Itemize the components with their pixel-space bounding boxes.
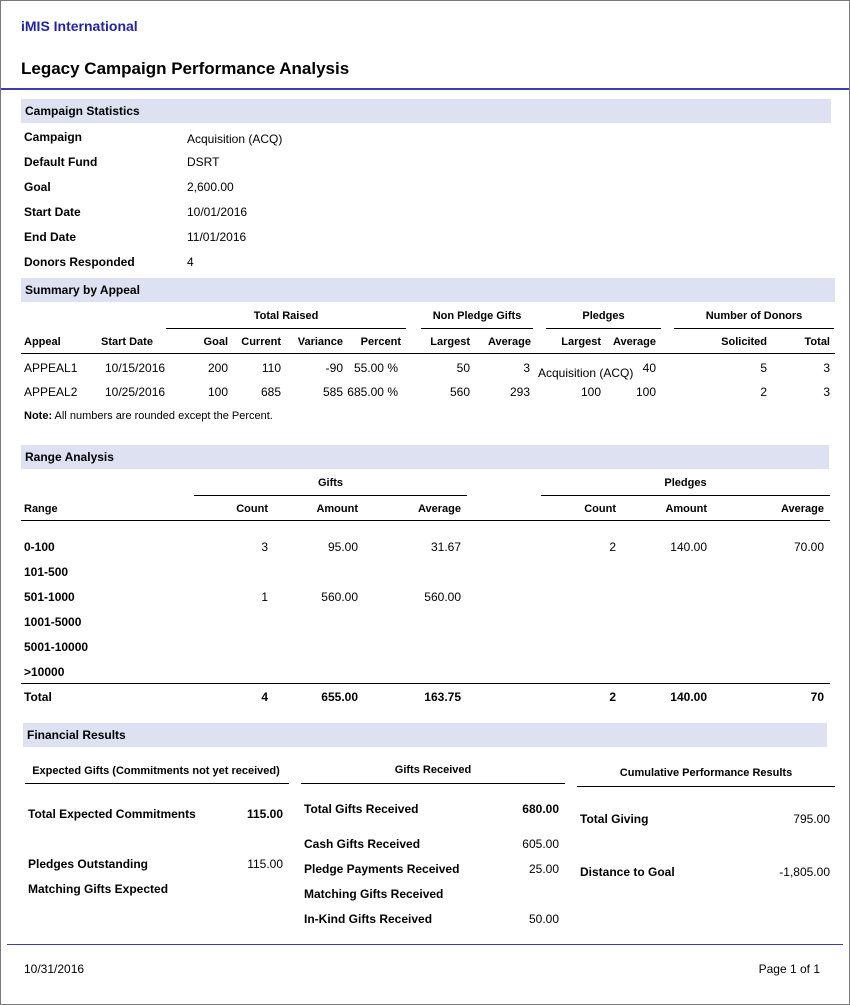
- campaign-label: Campaign: [24, 130, 83, 144]
- pledges-group: Pledges: [582, 310, 625, 322]
- col-current: Current: [241, 336, 281, 348]
- appeal2-current: 685: [260, 385, 281, 399]
- appeal1-np-largest: 50: [456, 361, 470, 375]
- matching-received-label: Matching Gifts Received: [304, 887, 444, 901]
- appeal1-total: 3: [823, 361, 830, 375]
- gifts-received-title: Gifts Received: [394, 764, 472, 776]
- summary-header-rule: [21, 353, 835, 354]
- col-pledges-amount: Amount: [665, 503, 707, 515]
- col-solicited: Solicited: [721, 336, 767, 348]
- range-row-0-label: 0-100: [24, 540, 55, 554]
- non-pledge-gifts-group: Non Pledge Gifts: [432, 310, 522, 322]
- appeal2-percent: 685.00 %: [347, 385, 398, 399]
- goal-value: 2,600.00: [187, 180, 234, 194]
- col-percent: Percent: [360, 336, 401, 348]
- appeal1-solicited: 5: [760, 361, 767, 375]
- range-total-p-count: 2: [609, 690, 616, 704]
- appeal2-goal: 100: [207, 385, 228, 399]
- end-date-value: 11/01/2016: [187, 230, 247, 244]
- appeal2-p-average: 100: [635, 385, 656, 399]
- appeal2-start: 10/25/2016: [105, 385, 166, 399]
- col-gifts-count: Count: [236, 503, 268, 515]
- col-goal: Goal: [203, 336, 228, 348]
- campaign-value: Acquisition (ACQ): [187, 132, 283, 146]
- report-title: Legacy Campaign Performance Analysis: [21, 59, 350, 78]
- matching-expected-label: Matching Gifts Expected: [28, 882, 169, 896]
- cumulative-title: Cumulative Performance Results: [619, 767, 793, 779]
- range-row-4-label: 5001-10000: [24, 640, 89, 654]
- total-giving-label: Total Giving: [580, 812, 649, 826]
- range-row-3-label: 1001-5000: [24, 615, 82, 629]
- distance-to-goal-value: -1,805.00: [779, 865, 830, 879]
- report-date: 10/31/2016: [24, 962, 85, 976]
- note-text: All numbers are rounded except the Percent.: [52, 410, 273, 422]
- range-row-2-label: 501-1000: [24, 590, 75, 604]
- default-fund-value: DSRT: [187, 155, 220, 169]
- campaign-statistics-header: Campaign Statistics: [21, 99, 831, 123]
- col-p-largest: Largest: [561, 336, 601, 348]
- cash-gifts-label: Cash Gifts Received: [304, 837, 421, 851]
- appeal2-np-average: 293: [509, 385, 530, 399]
- note-label: Note:: [24, 410, 53, 422]
- col-appeal: Appeal: [24, 336, 61, 348]
- pledges-rule: [546, 328, 661, 329]
- default-fund-label: Default Fund: [24, 155, 98, 169]
- appeal2-variance: 585: [322, 385, 343, 399]
- gifts-group: Gifts: [317, 477, 344, 489]
- cash-gifts-value: 605.00: [522, 837, 559, 851]
- col-variance: Variance: [297, 336, 343, 348]
- total-giving-value: 795.00: [793, 812, 830, 826]
- range-row-0-g-count: 3: [261, 540, 268, 554]
- total-raised-rule: [166, 328, 406, 329]
- range-row-2-g-count: 1: [261, 590, 268, 604]
- financial-results-header: Financial Results: [23, 723, 827, 747]
- rounding-note: [24, 410, 273, 422]
- range-row-2-g-average: 560.00: [424, 590, 461, 604]
- end-date-label: End Date: [24, 230, 77, 244]
- col-pledges-average: Average: [780, 503, 824, 515]
- expected-gifts-rule: [25, 783, 289, 784]
- non-pledge-gifts-rule: [421, 328, 533, 329]
- total-raised-group: Total Raised: [253, 310, 319, 322]
- range-row-0-g-amount: 95.00: [327, 540, 358, 554]
- range-total-label: Total: [24, 690, 52, 704]
- col-p-average: Average: [612, 336, 656, 348]
- range-row-1-label: 101-500: [24, 565, 69, 579]
- range-row-0-p-average: 70.00: [793, 540, 824, 554]
- pledges-outstanding-value: 115.00: [247, 857, 283, 871]
- start-date-label: Start Date: [24, 205, 81, 219]
- col-gifts-amount: Amount: [316, 503, 358, 515]
- range-header-rule: [21, 520, 830, 521]
- col-range: Range: [24, 503, 58, 515]
- appeal1-np-average: 3: [523, 361, 530, 375]
- appeal2-np-largest: 560: [449, 385, 470, 399]
- campaign-tooltip: Acquisition (ACQ): [534, 366, 637, 380]
- range-total-p-amount: 140.00: [670, 690, 707, 704]
- cumulative-rule: [577, 786, 835, 787]
- appeal1-goal: 200: [207, 361, 228, 375]
- range-row-0-p-amount: 140.00: [670, 540, 707, 554]
- number-of-donors-rule: [674, 328, 834, 329]
- pledge-payments-value: 25.00: [528, 862, 559, 876]
- expected-gifts-title: Expected Gifts (Commitments not yet received): [32, 765, 280, 777]
- range-row-5-label: >10000: [24, 665, 65, 679]
- donors-responded-label: Donors Responded: [24, 255, 135, 269]
- appeal1-current: 110: [261, 361, 281, 375]
- range-total-p-average: 70: [810, 690, 824, 704]
- col-start-date: Start Date: [101, 336, 153, 348]
- range-analysis-header: Range Analysis: [21, 445, 829, 469]
- pledges-range-group: Pledges: [664, 477, 707, 489]
- appeal1-variance: -90: [325, 361, 343, 375]
- header-rule: [1, 88, 849, 90]
- appeal2-name: APPEAL2: [24, 385, 78, 399]
- distance-to-goal-label: Distance to Goal: [580, 865, 675, 879]
- appeal2-total: 3: [823, 385, 830, 399]
- col-np-largest: Largest: [430, 336, 470, 348]
- organization-name: iMIS International: [21, 18, 138, 34]
- appeal1-p-average: 40: [642, 361, 656, 375]
- footer-rule: [7, 944, 843, 945]
- range-row-2-g-amount: 560.00: [321, 590, 358, 604]
- total-expected-label: Total Expected Commitments: [28, 807, 196, 821]
- pledge-payments-label: Pledge Payments Received: [304, 862, 460, 876]
- goal-label: Goal: [24, 180, 51, 194]
- gifts-received-rule: [301, 783, 565, 784]
- page-number: Page 1 of 1: [758, 962, 820, 976]
- total-gifts-received-value: 680.00: [522, 802, 559, 816]
- pledges-outstanding-label: Pledges Outstanding: [28, 857, 149, 871]
- appeal2-solicited: 2: [760, 385, 767, 399]
- number-of-donors-group: Number of Donors: [705, 310, 803, 322]
- range-total-rule: [21, 683, 830, 684]
- range-row-0-p-count: 2: [609, 540, 616, 554]
- range-row-0-g-average: 31.67: [430, 540, 461, 554]
- appeal1-start: 10/15/2016: [105, 361, 166, 375]
- range-total-g-count: 4: [261, 690, 268, 704]
- gifts-rule: [194, 495, 467, 496]
- start-date-value: 10/01/2016: [187, 205, 248, 219]
- appeal1-name: APPEAL1: [24, 361, 78, 375]
- range-total-g-average: 163.75: [424, 690, 461, 704]
- total-expected-value: 115.00: [246, 807, 283, 821]
- range-total-g-amount: 655.00: [321, 690, 358, 704]
- col-gifts-average: Average: [417, 503, 461, 515]
- donors-responded-value: 4: [187, 255, 194, 269]
- col-np-average: Average: [487, 336, 531, 348]
- col-pledges-count: Count: [584, 503, 616, 515]
- appeal1-percent: 55.00 %: [353, 361, 398, 375]
- in-kind-value: 50.00: [528, 912, 559, 926]
- summary-by-appeal-header: Summary by Appeal: [21, 278, 835, 302]
- pledges-range-rule: [541, 495, 830, 496]
- total-gifts-received-label: Total Gifts Received: [304, 802, 419, 816]
- col-total: Total: [804, 336, 830, 348]
- appeal2-p-largest: 100: [580, 385, 601, 399]
- in-kind-label: In-Kind Gifts Received: [304, 912, 433, 926]
